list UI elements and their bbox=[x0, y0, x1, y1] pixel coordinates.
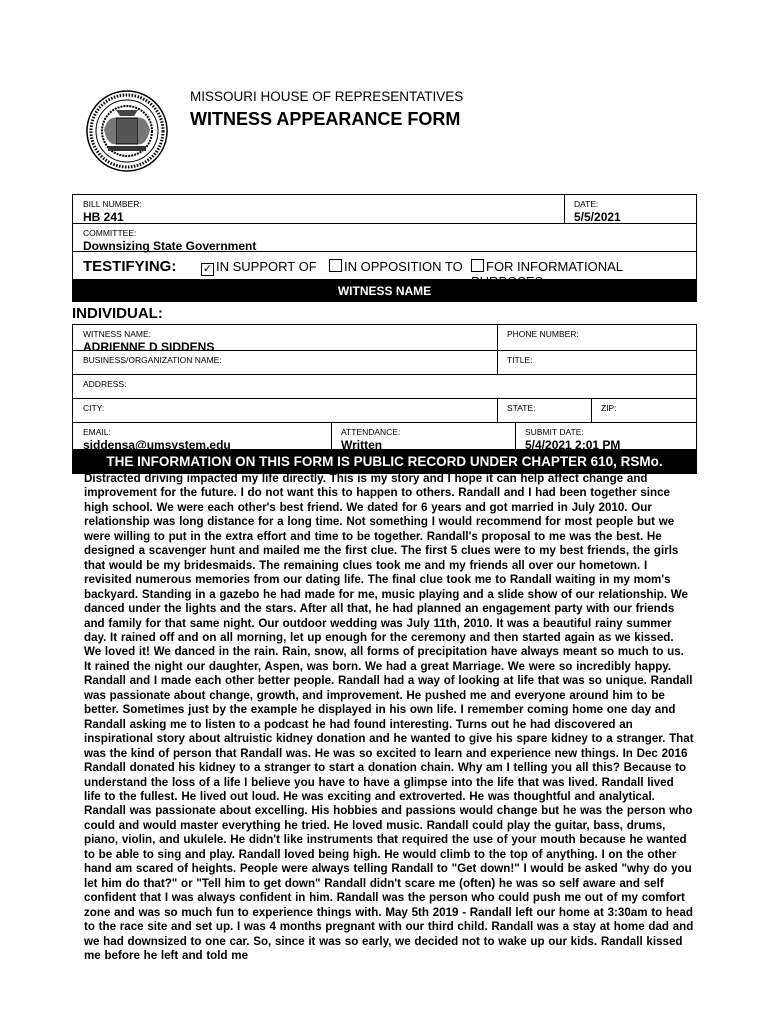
testifying-label: TESTIFYING: bbox=[83, 258, 177, 275]
witness-name-bar: WITNESS NAME bbox=[72, 280, 697, 302]
option-in-support[interactable]: ✓ IN SUPPORT OF bbox=[202, 259, 317, 275]
committee-label: COMMITTEE: bbox=[83, 228, 137, 238]
attendance-value: Written bbox=[341, 438, 383, 452]
city-row bbox=[72, 399, 697, 423]
individual-heading: INDIVIDUAL: bbox=[72, 305, 163, 322]
witness-name-value: ADRIENNE D SIDDENS bbox=[83, 340, 215, 354]
state-label: STATE: bbox=[507, 403, 536, 413]
business-label: BUSINESS/ORGANIZATION NAME: bbox=[83, 355, 222, 365]
city-label: CITY: bbox=[83, 403, 105, 413]
email-value: siddensa@umsystem.edu bbox=[83, 438, 231, 452]
option-in-opposition[interactable]: IN OPPOSITION TO bbox=[329, 259, 463, 274]
date-label: DATE: bbox=[574, 199, 599, 209]
checkbox-checked-icon[interactable]: ✓ bbox=[202, 263, 213, 275]
submit-date-value: 5/4/2021 2:01 PM bbox=[525, 438, 621, 452]
state-seal-icon bbox=[86, 90, 168, 172]
testifying-row bbox=[72, 252, 697, 289]
title-label: TITLE: bbox=[507, 355, 533, 365]
public-record-bar: THE INFORMATION ON THIS FORM IS PUBLIC RECORD UNDER CHAPTER 610, RSMo. bbox=[72, 450, 697, 474]
submit-date-label: SUBMIT DATE: bbox=[525, 427, 584, 437]
witness-name-label: WITNESS NAME: bbox=[83, 329, 152, 339]
witness-form bbox=[72, 194, 697, 474]
phone-label: PHONE NUMBER: bbox=[507, 329, 579, 339]
individual-heading-row bbox=[72, 302, 697, 324]
witness-name-row bbox=[72, 324, 697, 354]
bill-number-label: BILL NUMBER: bbox=[83, 199, 142, 209]
checkbox-icon[interactable] bbox=[329, 259, 342, 272]
business-row bbox=[72, 351, 697, 375]
form-title: WITNESS APPEARANCE FORM bbox=[190, 109, 461, 129]
committee-row bbox=[72, 224, 697, 252]
address-row bbox=[72, 375, 697, 399]
bill-number-value: HB 241 bbox=[83, 210, 124, 224]
checkbox-icon[interactable] bbox=[471, 259, 484, 272]
address-label: ADDRESS: bbox=[83, 379, 127, 389]
bill-row bbox=[72, 194, 697, 224]
date-value: 5/5/2021 bbox=[574, 210, 621, 224]
option-informational[interactable]: FOR INFORMATIONAL PURPOSES bbox=[471, 259, 623, 289]
email-row bbox=[72, 423, 697, 450]
testimony-text: Distracted driving impacted my life directly. This is my story and I hope it can help affect change and improvement for the future. I do not want this to happen to others. Randall and I had been together since high school. We were each other's best friend. We dated for 6 years and got married in July 2010. Our relationship was long distance for a long time. Not something I would recommend for most people but we were willing to put in the extra effort and time to be together. Randall's proposal to me was the best. He designed a scavenger hunt and mailed me the first clue. The first 5 clues were to my best friends, the girls that would be my bridesmaids. The remaining clues took me and my friends all over our hometown. I revisited numerous memories from our dating life. The final clue took me to Randall waiting in my mom's backyard. Standing in a gazebo he had made for me, music playing and a slide show of our relationship. We danced under the lights and the stars. After all that, he had planned an engagement party with our friends and family for that same night. Our outdoor wedding was July 11th, 2010. It was a beautiful rainy summer day. It rained off and on all morning, let up enough for the ceremony and then started again as we kissed. We loved it! We danced in the rain. Rain, snow, all forms of precipitation have always meant so much to us. It rained the night our daughter, Aspen, was born. We had a great Marriage. We were so incredibly happy. Randall and I made each other better people. Randall had a way of looking at life that was so unique. Randall was passionate about change, growth, and improvement. He pushed me and everyone around him to be better. Sometimes just by the example he displayed in his own life. I remember coming home one day and Randall asking me to listen to a podcast he had found interesting. Turns out he had discovered an inspirational story about altruistic kidney donation and he wanted to give his spare kidney to a stranger. That was the kind of person that Randall was. He was so excited to learn and experience new things. In Dec 2016 Randall donated his kidney to a stranger to start a donation chain. Why am I telling you all this? Because to understand the loss of a life I believe you have to have a glimpse into the life that was lived. Randall lived life to the fullest. He lived out loud. He was exciting and extroverted. He was thoughtful and analytical. Randall was passionate about excelling. His hobbies and passions would change but he was the person who could and would master everything he tried. He loved music. Randall could play the guitar, bass, drums, piano, violin, and ukulele. He didn't like instruments that required the use of your mouth because he wanted to be able to sing and play. Randall loved being high. He would climb to the top of anything. I on the other hand am scared of heights. People were always telling Randall to "Get down!" I would be asked "why do you let him do that?" or "Tell him to get down" Randall didn't scare me (often) he was so self aware and self confident that I was always confident in him. Randall was the person who could push me out of my comfort zone and was so much fun to experience things with. May 5th 2019 - Randall left our home at 3:30am to head to the race site and set up. I was 4 months pregnant with our third child. Randall was a stay at home dad and we had downsized to one car. So, since it was so early, we decided not to wake up our kids. Randall kissed me before he left and told me bbox=[84, 472, 694, 962]
email-label: EMAIL: bbox=[83, 427, 111, 437]
committee-value: Downsizing State Government bbox=[83, 239, 257, 253]
zip-label: ZIP: bbox=[601, 403, 617, 413]
attendance-label: ATTENDANCE: bbox=[341, 427, 401, 437]
organization-name: MISSOURI HOUSE OF REPRESENTATIVES bbox=[190, 89, 464, 104]
